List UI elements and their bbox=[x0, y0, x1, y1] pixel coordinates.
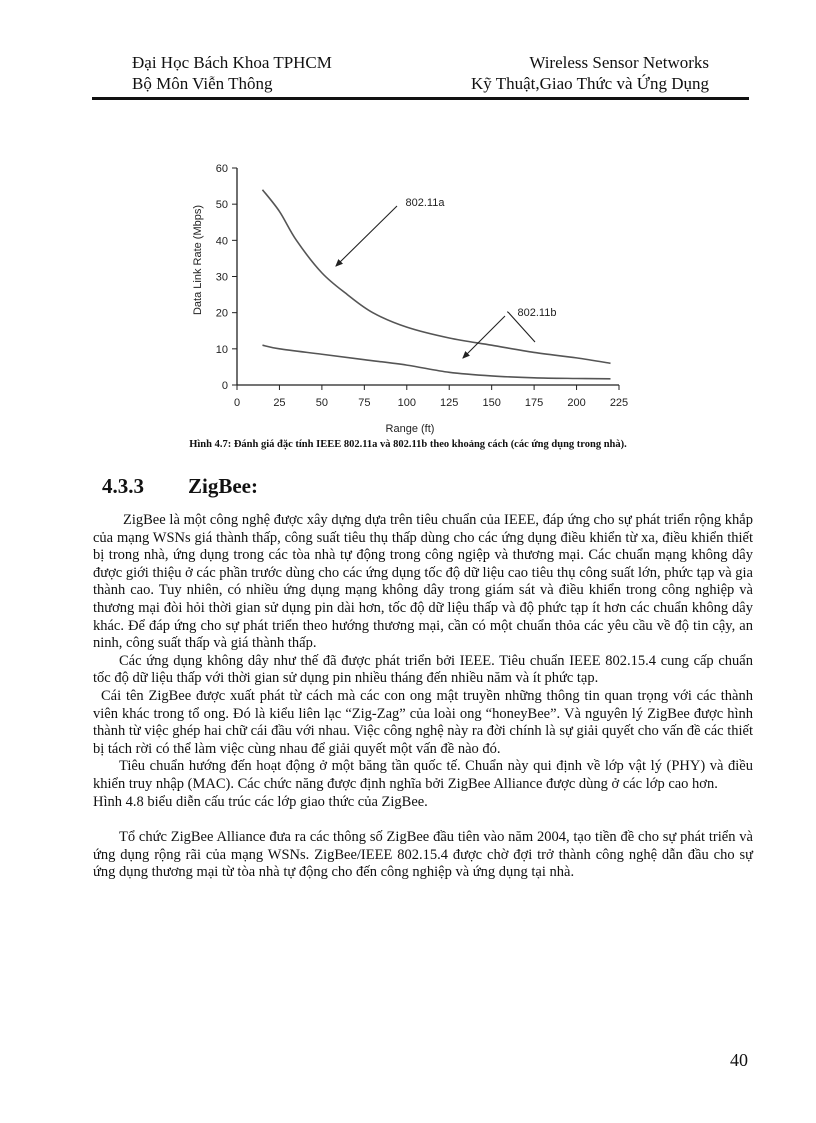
department-name: Bộ Môn Viễn Thông bbox=[132, 74, 273, 93]
x-tick-label: 200 bbox=[567, 397, 586, 409]
paragraph-4: Tiêu chuẩn hướng đến hoạt động ở một băng tần quốc tế. Chuẩn này qui định về lớp vật lý (PHY) và điều khiển truy nhập (MAC). Các chức năng được định nghĩa bởi ZigBee Alliance được dùng ở các lớp cao hơn. bbox=[93, 758, 753, 792]
paragraph-2: Các ứng dụng không dây như thế đã được phát triển bởi IEEE. Tiêu chuẩn IEEE 802.15.4 cung cấp chuẩn tốc độ dữ liệu thấp với thời gian sử dụng pin nhiều tháng đến nhiều năm và ít phức tạp. bbox=[93, 652, 753, 687]
paragraph-6: Tổ chức ZigBee Alliance đưa ra các thông số ZigBee đầu tiên vào năm 2004, tạo tiền đề cho sự phát triển và ứng dụng rộng rãi của mạng WSNs. ZigBee/IEEE 802.15.4 được chờ đợi trở thành công nghệ dẫn đầu cho sự ứng dụng thương mại từ tòa nhà tự động cho đến công nghiệp và ứng dụng tại nhà. bbox=[93, 829, 753, 881]
section-number: 4.3.3 bbox=[102, 474, 144, 498]
book-title: Wireless Sensor Networks bbox=[529, 53, 709, 72]
x-tick-label: 175 bbox=[524, 397, 544, 409]
annotation-arrow-a bbox=[336, 206, 397, 266]
x-axis-label: Range (ft) bbox=[385, 423, 435, 435]
x-tick-label: 0 bbox=[233, 397, 241, 409]
book-subtitle: Kỹ Thuật,Giao Thức và Ứng Dụng bbox=[470, 74, 709, 93]
y-tick-label: 40 bbox=[215, 235, 228, 248]
chart-series bbox=[262, 190, 610, 379]
x-tick-label: 125 bbox=[440, 397, 459, 409]
x-tick-label: 50 bbox=[315, 397, 329, 409]
y-tick-label: 0 bbox=[221, 380, 228, 392]
x-tick-label: 25 bbox=[273, 397, 286, 409]
x-tick-label: 225 bbox=[609, 397, 629, 409]
range-rate-chart bbox=[175, 148, 675, 440]
section-title: ZigBee: bbox=[188, 474, 258, 498]
y-tick-label: 20 bbox=[215, 307, 228, 320]
section-heading bbox=[102, 474, 258, 499]
x-tick-label: 75 bbox=[358, 397, 371, 409]
y-tick-label: 30 bbox=[215, 271, 228, 284]
annotation-802-11b: 802.11b bbox=[517, 307, 557, 319]
y-axis-label: Data Link Rate (Mbps) bbox=[192, 204, 204, 316]
paragraph-1: ZigBee là một công nghệ được xây dựng dựa trên tiêu chuẩn của IEEE, đáp ứng cho sự phát triển rộng khắp của mạng WSNs giá thành thấp, công suất tiêu thụ thấp dùng cho các ứng dụng điều khiển từ xa, điều khiển thiết bị trong nhà, ứng dụng trong các tòa nhà tự động trong công ngiệp và thương mại. Các chuẩn mạng không dây được giới thiệu ở các phần trước dùng cho các ứng dụng tốc độ dữ liệu cao tiêu thụ công suất lớn, phức tạp và gia thành cao. Tuy nhiên, có nhiều ứng dụng mạng không dây trong giám sát và điều khiển trong công nghiệp và thương mại đòi hỏi thời gian sử dụng pin dài hơn, tốc độ dữ liệu thấp và độ phức tạp ít hơn các chuẩn không dây khác. Để đáp ứng cho sự phát triển theo hướng thương mại, cần có một chuẩn thỏa các yêu cầu về độ tin cậy, an ninh, công suất thấp và giá thành thấp. bbox=[93, 512, 753, 652]
paragraph-3: Cái tên ZigBee được xuất phát từ cách mà các con ong mật truyền những thông tin quan trọng với các thành viên khác trong tổ ong. Đó là kiểu liên lạc “Zig-Zag” của loài ong “honeyBee”. Và nguyên lý ZigBee được hình thành từ việc ghép hai chữ cái đầu với nhau. Việc công nghệ này ra đời chính là sự giải quyết cho vấn đề các thiết bị tách rời có thể làm việc cùng nhau để giải quyết một vấn đề nào đó. bbox=[93, 687, 753, 757]
x-tick-label: 150 bbox=[482, 397, 501, 409]
annotation-arrow-b bbox=[463, 316, 505, 358]
chart-annotations bbox=[336, 197, 556, 358]
page-header bbox=[92, 52, 749, 100]
series-line-802-11b bbox=[262, 345, 610, 379]
paragraph-5: Hình 4.8 biểu diễn cấu trúc các lớp giao thức của ZigBee. bbox=[93, 793, 428, 810]
y-tick-label: 50 bbox=[215, 199, 228, 212]
annotation-802-11a: 802.11a bbox=[405, 197, 445, 209]
y-tick-label: 60 bbox=[215, 163, 228, 175]
series-line-802-11a bbox=[262, 190, 610, 364]
y-tick-label: 10 bbox=[215, 343, 228, 356]
figure-caption: Hình 4.7: Đánh giá đặc tính IEEE 802.11a và 802.11b theo khoảng cách (các ứng dụng trong nhà). bbox=[189, 439, 627, 450]
page-number: 40 bbox=[730, 1050, 748, 1070]
x-tick-label: 100 bbox=[397, 397, 416, 409]
university-name: Đại Học Bách Khoa TPHCM bbox=[132, 53, 332, 72]
body-text bbox=[93, 512, 753, 882]
